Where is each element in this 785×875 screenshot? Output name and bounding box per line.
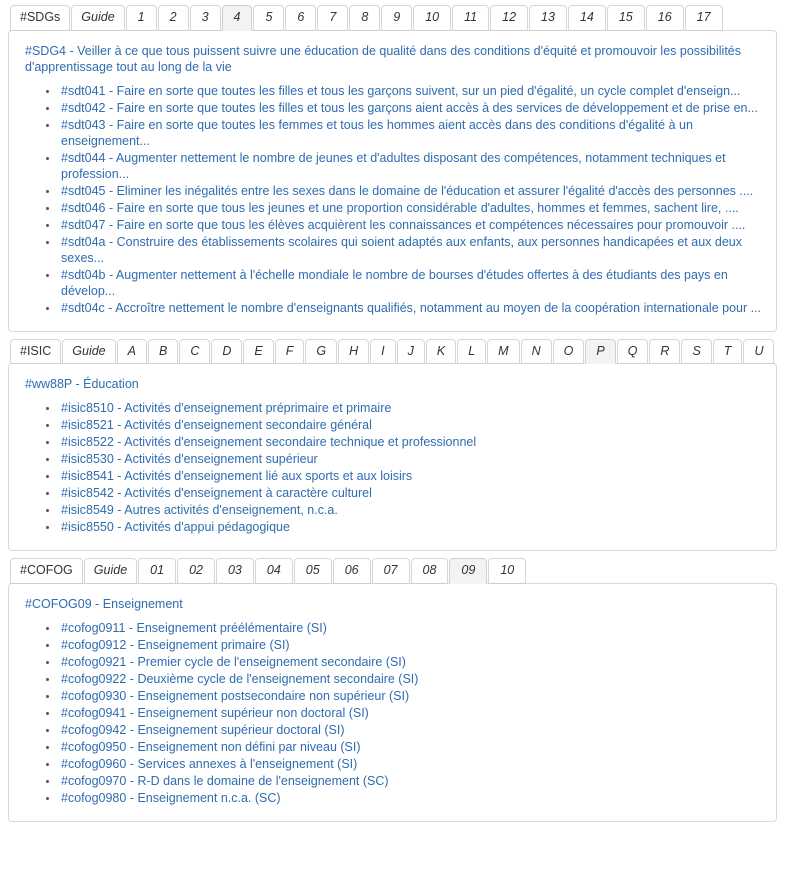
widget-cofog (0, 557, 785, 822)
item-link[interactable]: #sdt047 - Faire en sorte que tous les élèves acquièrent les connaissances et compétences nécessaires pour promouvoir .... (61, 217, 746, 232)
tab-label: 03 (227, 563, 242, 577)
tab-sdgs-8[interactable] (349, 5, 380, 31)
tab-cofog-cofog[interactable] (10, 558, 83, 584)
tab-sdgs-1[interactable] (126, 5, 157, 31)
tab-sdgs-sdgs[interactable] (10, 5, 70, 31)
tab-isic-o[interactable] (553, 339, 585, 365)
tab-label: #COFOG (20, 563, 73, 577)
tab-strip-sdgs (8, 4, 777, 30)
list-item (59, 150, 762, 182)
tab-cofog-03[interactable] (216, 558, 254, 584)
tab-label: L (468, 343, 476, 358)
item-link[interactable]: #cofog0942 - Enseignement supérieur doctoral (SI) (61, 722, 345, 737)
list-item (59, 217, 762, 233)
tab-isic-f[interactable] (275, 339, 305, 365)
tab-sdgs-guide[interactable] (71, 5, 124, 31)
tab-label: 07 (383, 563, 398, 577)
list-item (59, 400, 762, 416)
tab-sdgs-2[interactable] (158, 5, 189, 31)
tab-isic-l[interactable] (457, 339, 486, 365)
panel-cofog (8, 583, 777, 822)
tab-label: 05 (305, 563, 320, 577)
tab-label: 12 (502, 10, 517, 24)
tab-isic-j[interactable] (397, 339, 425, 365)
tab-label: E (254, 343, 263, 358)
tab-label: #SDGs (20, 10, 61, 24)
item-link[interactable]: #cofog0970 - R-D dans le domaine de l'enseignement (SC) (61, 773, 389, 788)
tab-sdgs-7[interactable] (317, 5, 348, 31)
tab-isic-d[interactable] (211, 339, 242, 365)
list-item (59, 773, 762, 789)
tab-label: 5 (265, 10, 273, 24)
tab-label: U (754, 343, 764, 358)
tab-label: 16 (657, 10, 672, 24)
tab-cofog-01[interactable] (138, 558, 176, 584)
tab-label: 3 (201, 10, 209, 24)
tab-cofog-05[interactable] (294, 558, 332, 584)
list-item (59, 267, 762, 299)
tab-sdgs-4[interactable] (222, 5, 253, 31)
tab-sdgs-13[interactable] (529, 5, 567, 31)
tab-label: #ISIC (20, 343, 52, 358)
list-item (59, 790, 762, 806)
tab-label: 14 (579, 10, 594, 24)
tab-label: K (436, 343, 446, 358)
item-link[interactable]: #cofog0960 - Services annexes à l'enseignement (SI) (61, 756, 358, 771)
list-item (59, 234, 762, 266)
tab-isic-n[interactable] (521, 339, 552, 365)
tab-label: F (285, 343, 294, 358)
list-item (59, 705, 762, 721)
item-link[interactable]: #sdt04a - Construire des établissements scolaires qui soient adaptés aux enfants, aux personnes handicapées et aux deux sexes... (61, 234, 742, 265)
tab-isic-u[interactable] (743, 339, 774, 365)
tab-isic-e[interactable] (243, 339, 273, 365)
tab-cofog-08[interactable] (411, 558, 449, 584)
item-link[interactable]: #isic8549 - Autres activités d'enseignement, n.c.a. (61, 503, 338, 517)
item-link[interactable]: #isic8541 - Activités d'enseignement lié aux sports et aux loisirs (61, 469, 413, 483)
tab-label: I (381, 343, 385, 358)
item-link[interactable]: #cofog0950 - Enseignement non défini par niveau (SI) (61, 739, 361, 754)
tab-label: 11 (464, 10, 478, 24)
tab-label: H (349, 343, 359, 358)
tab-label: A (127, 343, 136, 358)
tab-isic-t[interactable] (713, 339, 743, 365)
panel-title-cofog: #COFOG09 - Enseignement (25, 596, 183, 611)
item-link[interactable]: #cofog0930 - Enseignement postsecondaire non supérieur (SI) (61, 688, 410, 703)
list-item (59, 100, 762, 116)
item-link[interactable]: #sdt04c - Accroître nettement le nombre d'enseignants qualifiés, notamment au moyen de la coopération internationale pour ... (61, 300, 762, 315)
list-item (59, 519, 762, 535)
list-item (59, 183, 762, 199)
item-link[interactable]: #cofog0980 - Enseignement n.c.a. (SC) (61, 790, 281, 805)
item-link[interactable]: #isic8522 - Activités d'enseignement secondaire technique et professionnel (61, 435, 477, 449)
tab-label: S (692, 343, 701, 358)
tab-label: C (190, 343, 200, 358)
tab-label: 10 (425, 10, 440, 24)
tab-isic-q[interactable] (617, 339, 649, 365)
tab-isic-a[interactable] (117, 339, 147, 365)
list-item (59, 671, 762, 687)
tab-label: 9 (393, 10, 401, 24)
tab-label: M (498, 343, 509, 358)
tab-sdgs-17[interactable] (685, 5, 723, 31)
tab-sdgs-11[interactable] (452, 5, 489, 31)
tab-sdgs-3[interactable] (190, 5, 221, 31)
item-link[interactable]: #isic8542 - Activités d'enseignement à caractère culturel (61, 486, 372, 500)
tab-label: R (660, 343, 670, 358)
item-link[interactable]: #sdt04b - Augmenter nettement à l'échelle mondiale le nombre de bourses d'études offertes à des étudiants des pays en dévelop... (61, 267, 728, 298)
tab-strip-isic (8, 338, 777, 364)
tab-cofog-07[interactable] (372, 558, 410, 584)
item-link[interactable]: #cofog0921 - Premier cycle de l'enseignement secondaire (SI) (61, 654, 406, 669)
tab-cofog-02[interactable] (177, 558, 215, 584)
item-link[interactable]: #sdt044 - Augmenter nettement le nombre de jeunes et d'adultes disposant des compétences, notamment techniques et profession... (61, 150, 726, 181)
tab-label: O (563, 343, 574, 358)
item-link[interactable]: #cofog0922 - Deuxième cycle de l'enseignement secondaire (SI) (61, 671, 419, 686)
item-list-isic (23, 400, 762, 535)
panel-sdgs (8, 30, 777, 332)
list-item (59, 434, 762, 450)
list-item (59, 468, 762, 484)
tab-isic-isic[interactable] (10, 339, 61, 365)
list-item (59, 502, 762, 518)
item-link[interactable]: #sdt046 - Faire en sorte que tous les jeunes et une proportion considérable d'adultes, hommes et femmes, sachent lire, .... (61, 200, 739, 215)
tab-label: 09 (461, 563, 476, 577)
list-item (59, 756, 762, 772)
tab-sdgs-5[interactable] (253, 5, 284, 31)
tab-isic-guide[interactable] (62, 339, 115, 365)
tab-label: T (723, 343, 732, 358)
tab-isic-s[interactable] (681, 339, 711, 365)
tab-label: Guide (81, 10, 115, 24)
item-link[interactable]: #isic8521 - Activités d'enseignement secondaire général (61, 418, 372, 432)
item-link[interactable]: #sdt042 - Faire en sorte que toutes les filles et tous les garçons aient accès à des services de développement et de prise en... (61, 100, 758, 115)
tab-sdgs-14[interactable] (568, 5, 606, 31)
tab-label: 7 (329, 10, 337, 24)
tab-sdgs-12[interactable] (490, 5, 528, 31)
list-item (59, 739, 762, 755)
tab-label: 08 (422, 563, 437, 577)
list-item (59, 200, 762, 216)
widget-sdgs (0, 0, 785, 332)
item-link[interactable]: #sdt043 - Faire en sorte que toutes les femmes et tous les hommes aient accès dans des conditions d'égalité à un enseignement... (61, 117, 693, 148)
tab-label: 10 (500, 563, 515, 577)
item-link[interactable]: #isic8550 - Activités d'appui pédagogique (61, 520, 290, 534)
tab-label: 02 (189, 563, 203, 577)
widget-isic (0, 338, 785, 552)
tab-sdgs-15[interactable] (607, 5, 645, 31)
tab-cofog-04[interactable] (255, 558, 293, 584)
tab-label: 6 (297, 10, 305, 24)
list-item (59, 637, 762, 653)
list-item (59, 722, 762, 738)
panel-isic (8, 363, 777, 551)
tab-label: 13 (541, 10, 555, 24)
item-list-sdgs (23, 83, 762, 316)
tab-label: 2 (169, 10, 177, 24)
tab-sdgs-10[interactable] (413, 5, 451, 31)
tab-cofog-guide[interactable] (84, 558, 137, 584)
tab-label: 4 (233, 10, 241, 24)
tab-label: P (596, 343, 605, 358)
tab-cofog-06[interactable] (333, 558, 371, 584)
item-link[interactable]: #cofog0911 - Enseignement préélémentaire (SI) (61, 620, 327, 635)
tab-sdgs-16[interactable] (646, 5, 684, 31)
list-item (59, 688, 762, 704)
tab-label: N (531, 343, 541, 358)
tab-label: 04 (266, 563, 281, 577)
list-item (59, 117, 762, 149)
tab-isic-m[interactable] (487, 339, 519, 365)
list-item (59, 83, 762, 99)
list-item (59, 485, 762, 501)
list-item (59, 451, 762, 467)
tab-isic-i[interactable] (370, 339, 395, 365)
tab-isic-k[interactable] (426, 339, 456, 365)
tab-isic-c[interactable] (179, 339, 210, 365)
tab-sdgs-6[interactable] (285, 5, 316, 31)
tab-label: J (407, 343, 414, 358)
list-item (59, 620, 762, 636)
tab-isic-h[interactable] (338, 339, 369, 365)
tab-label: 17 (696, 10, 711, 24)
tab-isic-r[interactable] (649, 339, 680, 365)
tab-label: B (158, 343, 168, 358)
tab-label: Q (627, 343, 638, 358)
tab-isic-p[interactable] (585, 339, 615, 365)
tab-label: 06 (344, 563, 359, 577)
tab-cofog-10[interactable] (488, 558, 526, 584)
list-item (59, 417, 762, 433)
tab-label: Guide (93, 563, 128, 577)
panel-title-isic: #ww88P - Éducation (25, 377, 139, 391)
tab-label: Guide (72, 343, 106, 358)
item-link[interactable]: #cofog0912 - Enseignement primaire (SI) (61, 637, 290, 652)
item-link[interactable]: #isic8530 - Activités d'enseignement supérieur (61, 452, 318, 466)
tab-cofog-09[interactable] (449, 558, 487, 584)
tab-label: D (222, 343, 232, 358)
item-list-cofog (23, 620, 762, 806)
tab-sdgs-9[interactable] (381, 5, 412, 31)
list-item (59, 300, 762, 316)
tab-isic-b[interactable] (148, 339, 178, 365)
tab-isic-g[interactable] (305, 339, 337, 365)
item-link[interactable]: #sdt045 - Eliminer les inégalités entre les sexes dans le domaine de l'éducation et assurer l'égalité d'accès des personnes .... (61, 183, 754, 198)
tab-label: 01 (150, 563, 165, 577)
item-link[interactable]: #cofog0941 - Enseignement supérieur non doctoral (SI) (61, 705, 369, 720)
tab-label: G (316, 343, 327, 358)
tab-strip-cofog (8, 557, 777, 583)
item-link[interactable]: #sdt041 - Faire en sorte que toutes les filles et tous les garçons suivent, sur un pied d'égalité, un cycle complet d'enseign... (61, 83, 741, 98)
list-item (59, 654, 762, 670)
item-link[interactable]: #isic8510 - Activités d'enseignement préprimaire et primaire (61, 401, 392, 415)
tab-label: 1 (137, 10, 145, 24)
tab-label: 15 (618, 10, 633, 24)
panel-title-sdgs: #SDG4 - Veiller à ce que tous puissent suivre une éducation de qualité dans des conditions d'équité et promouvoir les possibilités d'apprentissage tout au long de la vie (25, 43, 742, 74)
tab-label: 8 (361, 10, 369, 24)
